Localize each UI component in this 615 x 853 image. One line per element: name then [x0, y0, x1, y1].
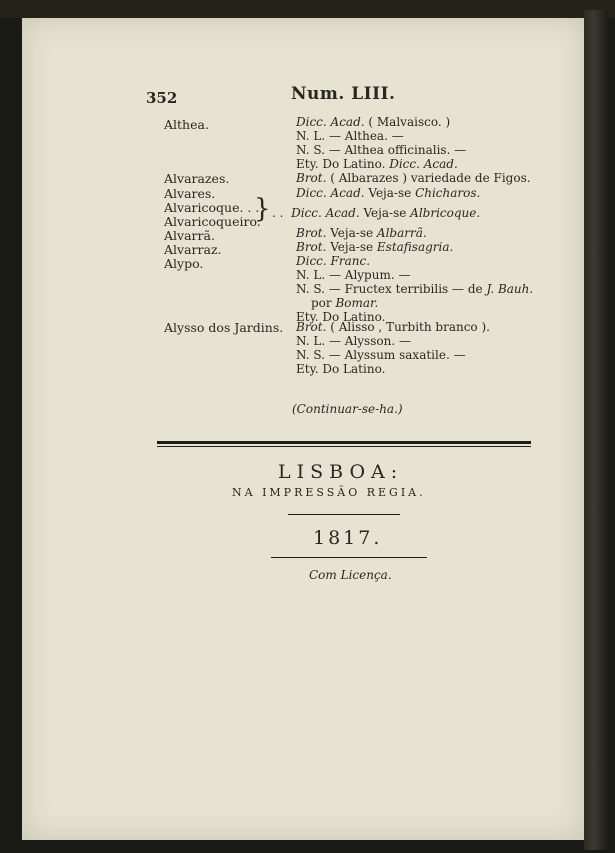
definition-line: Dicc. Acad. ( Malvaisco. ) — [296, 115, 451, 129]
imprint-city: LISBOA: — [278, 461, 404, 483]
definition-line: Dicc. Acad. Veja-se Chicharos. — [296, 186, 481, 200]
continuation-note: (Continuar-se-ha.) — [292, 402, 403, 416]
entry-term: Alvares. — [164, 186, 216, 201]
entry-term: Alysso dos Jardins. — [164, 320, 284, 335]
imprint-year: 1817. — [313, 527, 383, 549]
definition-line: N. S. — Fructex terribilis — de J. Bauh. — [296, 282, 534, 296]
entry-term: Alvarazes. — [164, 171, 230, 186]
definition-line: Ety. Do Latino. Dicc. Acad. — [296, 157, 458, 171]
entry-term: Althea. — [164, 117, 209, 132]
brace-glyph: } — [254, 194, 271, 224]
definition-line: N. L. — Alysson. — — [296, 334, 411, 348]
definition-line: Brot. Veja-se Albarrã. — [296, 226, 427, 240]
imprint-license: Com Licença. — [309, 568, 392, 582]
definition-line: N. S. — Althea officinalis. — — [296, 143, 467, 157]
entry-term: Alvarraz. — [164, 242, 222, 257]
imprint-press: NA IMPRESSÃO REGIA. — [232, 486, 426, 499]
definition-line: Brot. ( Albarazes ) variedade de Figos. — [296, 171, 531, 185]
imprint-rule — [288, 514, 400, 515]
definition-line: por Bomar. — [311, 296, 379, 310]
entry-term: Alvarrã. — [164, 228, 215, 243]
page-title: Num. LIII. — [291, 84, 396, 104]
definition-line: Dicc. Franc. — [296, 254, 371, 268]
definition-line: Brot. Veja-se Estafisagria. — [296, 240, 454, 254]
section-divider — [157, 441, 531, 444]
page-number: 352 — [146, 89, 178, 107]
definition-line: Ety. Do Latino. — [296, 362, 386, 376]
section-divider-thin — [157, 446, 531, 447]
definition-line: . . Dicc. Acad. Veja-se Albricoque. — [272, 206, 481, 220]
definition-line: N. S. — Alyssum saxatile. — — [296, 348, 466, 362]
definition-line: Brot. ( Alisso , Turbith branco ). — [296, 320, 490, 334]
entry-term: Alypo. — [164, 256, 204, 271]
page-right-edge — [584, 10, 608, 850]
definition-line: Ety. Do Latino. — [296, 310, 386, 324]
scan-top-edge — [0, 0, 615, 18]
definition-line: N. L. — Althea. — — [296, 129, 404, 143]
entry-term: Alvaricoqueiro. — [164, 214, 261, 229]
imprint-rule-lower — [271, 557, 427, 558]
entry-term: Alvaricoque. . . — [164, 200, 260, 215]
definition-line: N. L. — Alypum. — — [296, 268, 411, 282]
